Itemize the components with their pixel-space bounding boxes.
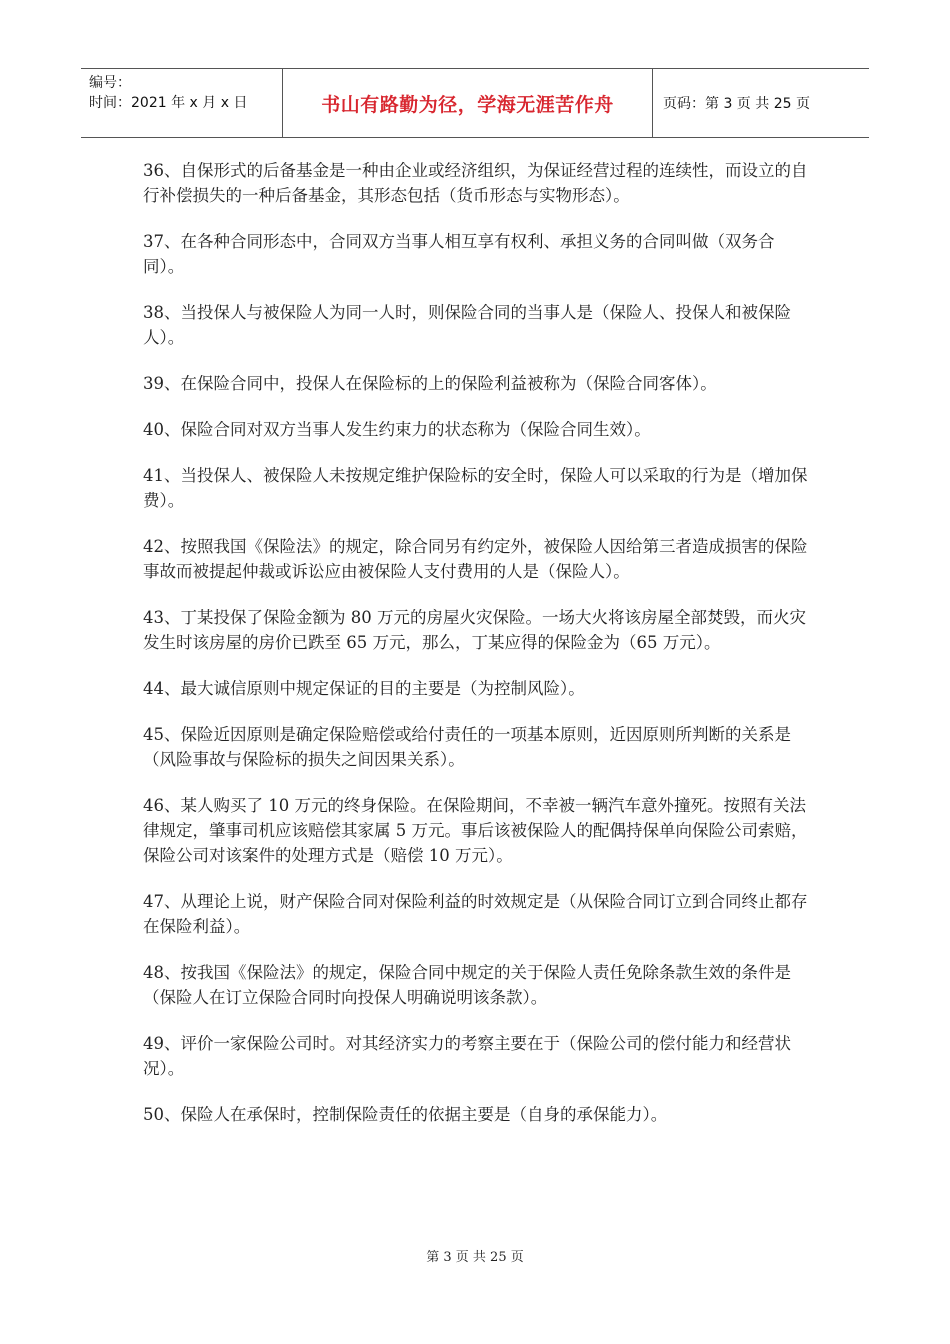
question-43: 43、丁某投保了保险金额为 80 万元的房屋火灾保险。一场大火将该房屋全部焚毁，而火灾发生时该房屋的房价已跌至 65 万元，那么，丁某应得的保险金为（65 万元）。 [143, 608, 806, 652]
header-page-code-cell [653, 69, 869, 137]
header-motto-cell [283, 69, 653, 137]
question-46: 46、某人购买了 10 万元的终身保险。在保险期间，不幸被一辆汽车意外撞死。按照有关法律规定，肇事司机应该赔偿其家属 5 万元。事后该被保险人的配偶持保单向保险公司索赔，保险公司对该案件的处理方式是（赔偿 10 万元）。 [143, 796, 808, 865]
footer-page-number: 第 3 页 共 25 页 [426, 1250, 524, 1265]
question-list [143, 158, 809, 1148]
question-36: 36、自保形式的后备基金是一种由企业或经济组织，为保证经营过程的连续性，而设立的自行补偿损失的一种后备基金，其形态包括（货币形态与实物形态）。 [143, 161, 808, 205]
header-meta [81, 69, 283, 137]
question-38: 38、当投保人与被保险人为同一人时，则保险合同的当事人是（保险人、投保人和被保险人）。 [143, 303, 791, 347]
page-code: 页码：第 3 页 共 25 页 [663, 96, 810, 112]
question-49: 49、评价一家保险公司时。对其经济实力的考察主要在于（保险公司的偿付能力和经营状况）。 [143, 1034, 791, 1078]
motto-text: 书山有路勤为径，学海无涯苦作舟 [321, 93, 614, 116]
time-label: 时间：2021 年 x 月 x 日 [89, 95, 248, 111]
question-37: 37、在各种合同形态中，合同双方当事人相互享有权利、承担义务的合同叫做（双务合同）。 [143, 232, 775, 276]
question-45: 45、保险近因原则是确定保险赔偿或给付责任的一项基本原则，近因原则所判断的关系是（风险事故与保险标的损失之间因果关系）。 [143, 725, 791, 769]
question-44: 44、最大诚信原则中规定保证的目的主要是（为控制风险）。 [143, 679, 585, 698]
question-47: 47、从理论上说，财产保险合同对保险利益的时效规定是（从保险合同订立到合同终止都存在保险利益）。 [143, 892, 808, 936]
question-39: 39、在保险合同中，投保人在保险标的上的保险利益被称为（保险合同客体）。 [143, 374, 717, 393]
question-41: 41、当投保人、被保险人未按规定维护保险标的安全时，保险人可以采取的行为是（增加保费）。 [143, 466, 808, 510]
page-footer [0, 1246, 950, 1265]
question-40: 40、保险合同对双方当事人发生约束力的状态称为（保险合同生效）。 [143, 420, 651, 439]
document-header [81, 68, 869, 138]
question-50: 50、保险人在承保时，控制保险责任的依据主要是（自身的承保能力）。 [143, 1105, 668, 1124]
question-48: 48、按我国《保险法》的规定，保险合同中规定的关于保险人责任免除条款生效的条件是（保险人在订立保险合同时向投保人明确说明该条款）。 [143, 963, 791, 1007]
number-label: 编号： [89, 75, 131, 91]
question-42: 42、按照我国《保险法》的规定，除合同另有约定外，被保险人因给第三者造成损害的保险事故而被提起仲裁或诉讼应由被保险人支付费用的人是（保险人）。 [143, 537, 808, 581]
